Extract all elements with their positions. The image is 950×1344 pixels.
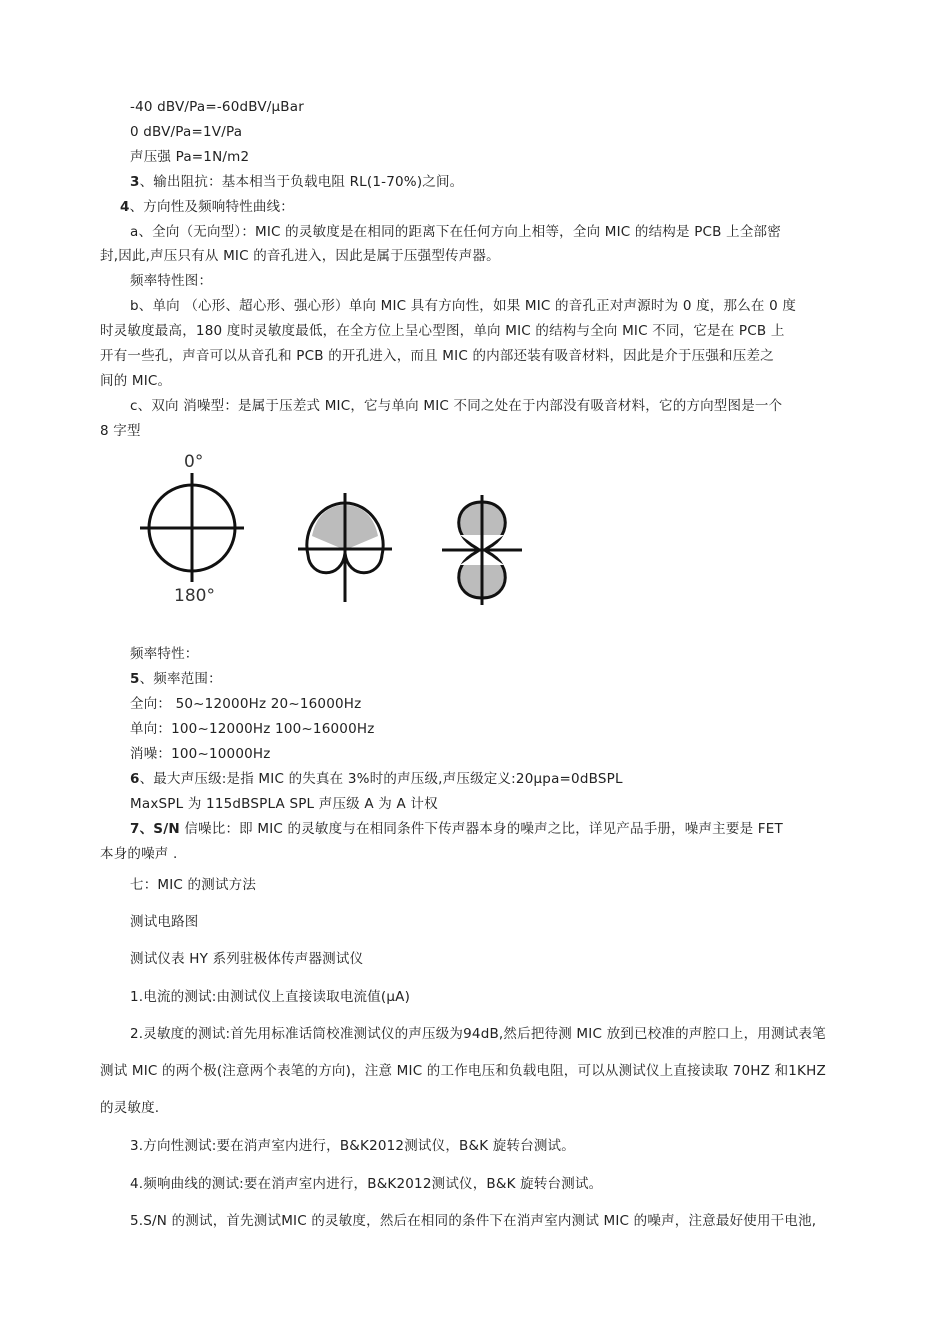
text-line [130,770,623,788]
text-span: 、最大声压级:是指 MIC 的失真在 3%时的声压级,声压级定义:20μpa=0dBSPL [139,771,623,787]
text-line: 5.S/N 的测试，首先测试MIC 的灵敏度，然后在相同的条件下在消声室内测试 MIC 的噪声，注意最好使用干电池, [130,1213,817,1229]
text-line: 测试电路图 [130,914,199,930]
text-line [130,173,463,191]
text-line: 4.频响曲线的测试:要在消声室内进行，B&K2012测试仪，B&K 旋转台测试。 [130,1176,603,1192]
text-line: 2.灵敏度的测试:首先用标准话筒校准测试仪的声压级为94dB,然后把待测 MIC 放到已校准的声腔口上，用测试表笔 [130,1026,826,1042]
text-line: 间的 MIC。 [100,373,172,389]
text-line: 1.电流的测试:由测试仪上直接读取电流值(μA) [130,989,411,1005]
text-line: 开有一些孔，声音可以从音孔和 PCB 的开孔进入，而且 MIC 的内部还装有吸音材料，因此是介于压强和压差之 [100,348,774,364]
text-line: 频率特性图： [130,273,213,289]
angle-label-top: 0° [184,452,204,472]
section-heading: 七：MIC 的测试方法 [130,877,257,893]
text-line: MaxSPL 为 115dBSPLA SPL 声压级 A 为 A 计权 [130,796,438,812]
section-number: 6 [130,771,140,787]
cardioid-pattern [298,493,392,602]
text-span: 信噪比：即 MIC 的灵敏度与在相同条件下传声器本身的噪声之比，详见产品手册，噪声主要是 FET [179,821,783,837]
text-line: 本身的噪声 . [100,846,178,862]
text-line: c、双向 消噪型：是属于压差式 MIC，它与单向 MIC 不同之处在于内部没有吸音材料，它的方向型图是一个 [130,398,783,414]
text-line: 全向： 50~12000Hz 20~16000Hz [130,696,362,712]
text-line: 测试仪表 HY 系列驻极体传声器测试仪 [130,951,364,967]
text-line: 声压强 Pa=1N/m2 [130,149,250,165]
text-span: 、输出阻抗：基本相当于负载电阻 RL(1-70%)之间。 [139,174,464,190]
text-line: 单向：100~12000Hz 100~16000Hz [130,721,375,737]
text-line: 8 字型 [100,423,141,439]
text-span: 、S/N [139,821,180,837]
text-line [130,670,222,688]
text-line: 测试 MIC 的两个极(注意两个表笔的方向)，注意 MIC 的工作电压和负载电阻，可以从测试仪上直接读取 70HZ 和1KHZ [100,1063,826,1079]
text-line: b、单向 （心形、超心形、强心形）单向 MIC 具有方向性，如果 MIC 的音孔正对声源时为 0 度，那么在 0 度 [130,298,797,314]
section-number: 5 [130,671,140,687]
text-line: 消噪：100~10000Hz [130,746,271,762]
angle-label-bottom: 180° [174,586,215,606]
text-span: 、频率范围： [139,671,222,687]
text-span: 、方向性及频响特性曲线： [129,199,294,215]
text-line: -40 dBV/Pa=-60dBV/μBar [130,99,304,115]
figure-eight-pattern [442,495,522,605]
section-number: 7 [130,821,140,837]
text-line: 时灵敏度最高，180 度时灵敏度最低，在全方位上呈心型图，单向 MIC 的结构与全向 MIC 不同，它是在 PCB 上 [100,323,785,339]
text-line: 3.方向性测试:要在消声室内进行，B&K2012测试仪，B&K 旋转台测试。 [130,1138,575,1154]
text-line: 的灵敏度. [100,1100,160,1116]
section-number: 3 [130,174,140,190]
text-line: 频率特性： [130,646,199,662]
text-line: 封,因此,声压只有从 MIC 的音孔进入，因此是属于压强型传声器。 [100,248,500,264]
text-line [120,198,294,216]
text-line: a、全向（无向型）：MIC 的灵敏度是在相同的距离下在任何方向上相等，全向 MIC 的结构是 PCB 上全部密 [130,224,781,240]
text-line [130,820,783,838]
text-line: 0 dBV/Pa=1V/Pa [130,124,243,140]
polar-pattern-diagrams [130,450,550,620]
section-number: 4 [120,199,130,215]
omni-pattern [140,473,244,582]
